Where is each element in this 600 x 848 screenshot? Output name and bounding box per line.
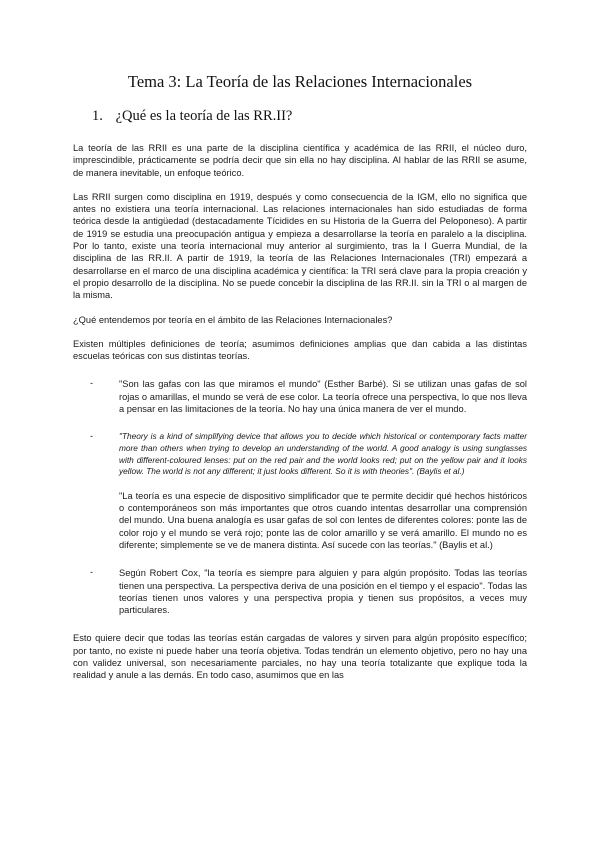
document-body [73, 142, 527, 682]
paragraph-closing: Esto quiere decir que todas las teorías están cargadas de valores y sirven para algún propósito específico; por tanto, no existe ni puede haber una teoría objetiva. Todas tendrán un elemento objetivo, pero no hay una con validez universal, son necesariamente parciales, no hay una teoría totalizante que explique toda la realidad y anule a las demás. En todo caso, asumimos que en las [73, 633, 527, 681]
section-heading [92, 108, 292, 125]
bullet-quote-english: "Theory is a kind of simplifying device that allows you to decide which historical or contemporary facts matter more than others when trying to develop an understanding of the world. A good analogy is using sunglasses with different-coloured lenses: put on the red pair and the world looks red; put on the yellow pair and it looks yellow. The world is not any different; it just looks different. So it is with theories". (Baylis et al.) [119, 431, 527, 477]
paragraph-definitions: Existen múltiples definiciones de teoría; asumimos definiciones amplias que dan cabida a las distintas escuelas teóricas con sus distintas teorías. [73, 338, 527, 362]
document-title: Tema 3: La Teoría de las Relaciones Internacionales [127, 72, 473, 91]
bullet-dash: - [90, 567, 94, 578]
section-heading-text: ¿Qué es la teoría de las RR.II? [115, 108, 293, 124]
bullet-text: Según Robert Cox, "la teoría es siempre para alguien y para algún propósito. Todas las teorías tienen una perspectiva. La perspectiva deriva de una posición en el tiempo y el espacio". Todas las teorías tienen unos valores y una perspectiva propia y tienen sus propósitos, a veces muy particulares. [119, 568, 527, 616]
bullet-text: "Son las gafas con las que miramos el mundo" (Esther Barbé). Si se utilizan unas gafas de sol rojas o amarillas, el mundo se verá de ese color. La teoría ofrece una perspectiva, lo que nos lleva a pensar en las limitaciones de la teoría. No hay una única manera de ver el mundo. [119, 379, 527, 415]
bullet-dash: - [90, 378, 94, 389]
bullet-item-barbe [73, 378, 527, 415]
bullet-quote-translation: "La teoría es una especie de dispositivo simplificador que te permite decidir qué hechos históricos o contemporáneos son más importantes que otros cuando intentas desarrollar una comprensión del mundo. Una buena analogía es usar gafas de sol con lentes de diferentes colores: ponte las de color rojo y el mundo se verá rojo; ponte las de color amarillo y se verá amarillo. El mundo no es diferente; simplemente se ve de manera distinta. Así sucede con las teorías." (Baylis et al.) [119, 490, 527, 550]
section-number: 1. [92, 108, 103, 124]
question-heading: ¿Qué entendemos por teoría en el ámbito de las Relaciones Internacionales? [73, 314, 393, 325]
bullet-item-baylis [73, 431, 527, 551]
bullet-item-cox [73, 567, 527, 616]
paragraph-intro: La teoría de las RRII es una parte de la disciplina científica y académica de las RRII, el núcleo duro, imprescindible, prácticamente se podría decir que sin ella no hay disciplina. Al hablar de las RRII se asume, de manera inevitable, un enfoque teórico. [73, 143, 527, 178]
paragraph-history: Las RRII surgen como disciplina en 1919, después y como consecuencia de la IGM, ello no significa que antes no existiera una teoría internacional. Las relaciones internacionales han sido estudiadas de forma teórica desde la antigüedad (destacadamente Tícidides en su Historia de la Guerra del Peloponeso). A partir de 1919 se estudia una preocupación antigua y empieza a desarrollarse la teoría en paralelo a la disciplina. Por lo tanto, existe una teoría internacional muy anterior al surgimiento, tras la I Guerra Mundial, de la disciplina de las RR.II. A partir de 1919, la teoría de las Relaciones Internacionales (TRI) empezará a desarrollarse en el marco de una disciplina académica y científica: la TRI será clave para la propia creación y el propio desarrollo de la disciplina. No se puede concebir la disciplina de las RR.II. sin la TRI o al margen de la misma. [73, 191, 527, 301]
bullet-dash: - [90, 431, 94, 442]
